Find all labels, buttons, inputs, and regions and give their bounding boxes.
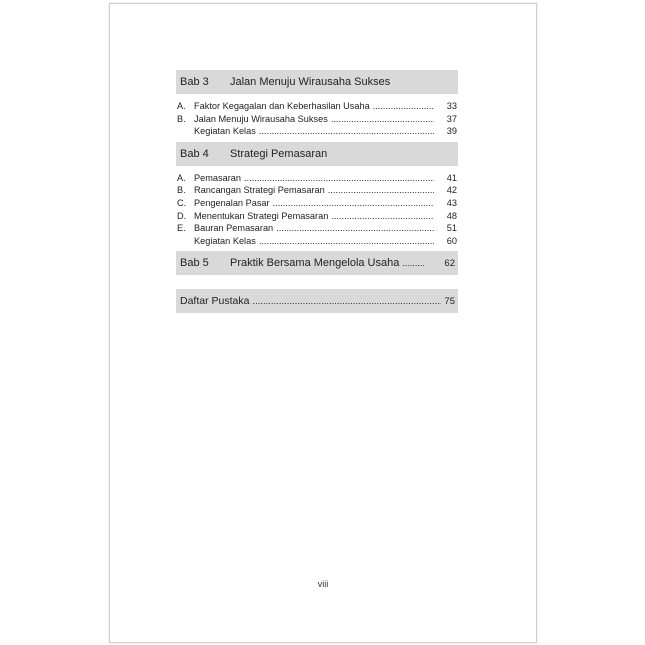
entry-label: Bauran Pemasaran [194, 223, 274, 234]
entry-label: Jalan Menuju Wirausaha Sukses [194, 113, 328, 124]
entry-letter: D. [177, 210, 187, 221]
entry-page: 60 [446, 235, 457, 246]
toc-entry [176, 113, 458, 126]
chapter-header-bab-5 [176, 251, 458, 275]
entry-page: 39 [446, 126, 457, 137]
entry-page: 43 [446, 197, 457, 208]
entry-label: Pengenalan Pasar [194, 197, 270, 208]
page-number-footer: viii [317, 579, 329, 589]
entry-letter: A. [177, 172, 186, 183]
entry-letter: E. [177, 223, 186, 234]
chapter-entries-bab-4 [176, 166, 458, 252]
toc-entry [176, 235, 458, 248]
toc-entry [176, 222, 458, 235]
dot-leader [244, 172, 434, 185]
chapter-page: 62 [444, 257, 455, 269]
entry-label: Faktor Kegagalan dan Keberhasilan Usaha [194, 101, 370, 111]
dot-leader [252, 296, 441, 307]
entry-letter: A. [177, 101, 186, 111]
chapter-title: Strategi Pemasaran [230, 147, 328, 160]
entry-page: 41 [446, 172, 457, 183]
toc-entry [176, 100, 458, 113]
dot-leader [328, 184, 434, 197]
toc-entry [176, 210, 458, 223]
entry-label: Kegiatan Kelas [194, 126, 256, 137]
chapter-header-bab-3 [176, 70, 458, 94]
toc-entry [176, 172, 458, 185]
entry-letter: B. [177, 113, 186, 124]
document-page [109, 3, 537, 643]
entry-label: Pemasaran [194, 172, 241, 183]
dot-leader [331, 113, 434, 126]
chapter-number: Bab 3 [180, 76, 209, 88]
table-of-contents [176, 70, 458, 313]
entry-letter: B. [177, 185, 186, 196]
entry-page: 51 [446, 223, 457, 234]
dot-leader [331, 210, 434, 223]
spacer [176, 275, 458, 289]
entry-page: 42 [446, 185, 457, 196]
chapter-number: Bab 5 [180, 257, 209, 270]
toc-entry [176, 197, 458, 210]
dot-leader [273, 197, 434, 210]
dot-leader [259, 235, 434, 248]
toc-entry [176, 184, 458, 197]
bibliography-page: 75 [444, 295, 455, 307]
entry-page: 37 [446, 113, 457, 124]
dot-leader [276, 222, 434, 235]
chapter-header-bab-4 [176, 142, 458, 166]
dot-leader [259, 125, 434, 138]
chapter-number: Bab 4 [180, 147, 209, 160]
chapter-title [230, 257, 444, 269]
entry-label: Kegiatan Kelas [194, 235, 256, 246]
entry-label: Rancangan Strategi Pemasaran [194, 185, 325, 196]
entry-page: 48 [446, 210, 457, 221]
bibliography-header [176, 289, 458, 313]
bibliography-label: Daftar Pustaka [180, 295, 250, 308]
dot-leader: ......... [402, 258, 425, 269]
chapter-title-text: Praktik Bersama Mengelola Usaha [230, 257, 400, 270]
chapter-title: Jalan Menuju Wirausaha Sukses [230, 76, 391, 88]
entry-letter: C. [177, 197, 187, 208]
chapter-entries-bab-3 [176, 94, 458, 142]
dot-leader [373, 100, 434, 113]
toc-entry [176, 125, 458, 138]
entry-label: Menentukan Strategi Pemasaran [194, 210, 329, 221]
entry-page: 33 [446, 101, 457, 111]
